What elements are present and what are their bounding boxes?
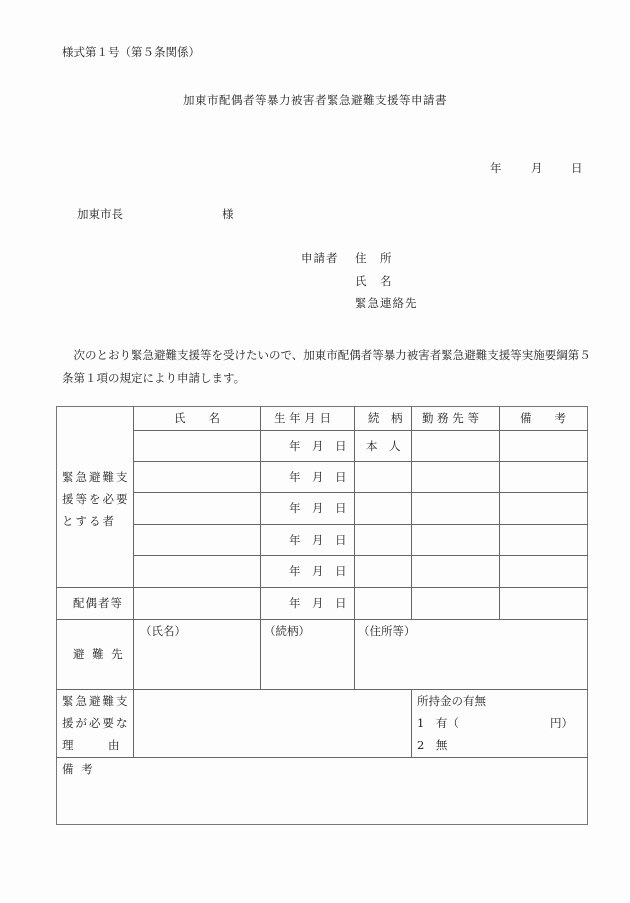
row-divider — [56, 619, 588, 620]
application-statement: 次のとおり緊急避難支援等を受けたいので、加東市配偶者等暴力被害者緊急避難支援等実施要綱第５条第１項の規定により申請します。 — [62, 348, 591, 385]
row1-birthdate[interactable]: 年 月 日 — [289, 439, 347, 453]
col-divider — [354, 406, 355, 689]
date-month-label: 月 — [531, 161, 543, 175]
row5-birthdate[interactable]: 年 月 日 — [289, 564, 347, 578]
header-name: 氏 名 — [174, 411, 220, 425]
row2-birthdate[interactable]: 年 月 日 — [289, 470, 347, 484]
header-relation: 続 柄 — [368, 411, 403, 425]
remarks-label: 備 考 — [62, 762, 95, 776]
spouse-birthdate[interactable]: 年 月 日 — [289, 596, 347, 610]
header-remarks: 備 考 — [520, 411, 566, 425]
addressee: 加東市長 — [77, 207, 123, 221]
money-unit: 円） — [550, 716, 573, 730]
shelter-label: 避 難 先 — [73, 647, 125, 661]
reason-label-line2: 援が必要な — [62, 716, 130, 730]
col-divider — [499, 406, 500, 619]
applicant-address-label: 住 所 — [355, 251, 393, 265]
col-divider — [260, 406, 261, 689]
applicant-label: 申請者 — [301, 251, 339, 265]
spouse-label: 配偶者等 — [73, 596, 123, 610]
persons-label-line2: 援等を必要 — [62, 492, 130, 506]
reason-label-line1: 緊急避難支 — [62, 694, 130, 708]
shelter-name-hint[interactable]: （氏名） — [140, 624, 186, 638]
spouse-name-field[interactable] — [134, 588, 260, 618]
date-year-label: 年 — [490, 161, 502, 175]
row1-name-field[interactable] — [134, 431, 260, 461]
row3-name-field[interactable] — [134, 493, 260, 523]
col-divider — [411, 406, 412, 619]
applicant-name-label: 氏 名 — [355, 274, 393, 288]
row5-name-field[interactable] — [134, 556, 260, 586]
persons-label-line3: とする者 — [62, 514, 116, 528]
row3-birthdate[interactable]: 年 月 日 — [289, 501, 347, 515]
applicant-contact-label: 緊急連絡先 — [355, 296, 418, 310]
document-title: 加東市配偶者等暴力被害者緊急避難支援等申請書 — [183, 93, 447, 107]
persons-label-line1: 緊急避難支 — [62, 470, 130, 484]
date-day-label: 日 — [571, 161, 583, 175]
header-workplace: 勤 務 先 等 — [422, 411, 479, 425]
money-option-yes[interactable]: 1 有（ — [417, 716, 459, 730]
reason-field[interactable] — [134, 690, 411, 756]
shelter-address-hint[interactable]: （住所等） — [358, 624, 416, 638]
honorific: 様 — [222, 207, 234, 221]
reason-label-line3: 理 由 — [62, 738, 120, 752]
application-table — [56, 406, 588, 825]
col-divider — [411, 689, 412, 757]
row4-name-field[interactable] — [134, 525, 260, 555]
shelter-relation-hint[interactable]: （続柄） — [264, 624, 310, 638]
row2-name-field[interactable] — [134, 462, 260, 492]
row1-relation: 本 人 — [366, 439, 401, 453]
header-birthdate: 生 年 月 日 — [274, 411, 331, 425]
money-option-no[interactable]: 2 無 — [417, 738, 448, 752]
form-number: 様式第１号（第５条関係） — [62, 45, 200, 59]
row4-birthdate[interactable]: 年 月 日 — [289, 533, 347, 547]
money-title: 所持金の有無 — [417, 694, 486, 708]
remarks-field[interactable] — [57, 758, 587, 824]
